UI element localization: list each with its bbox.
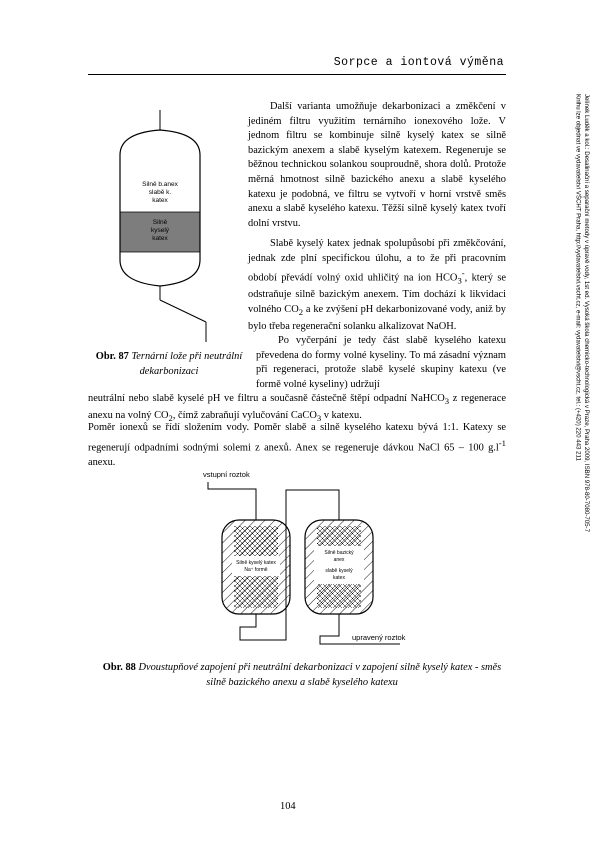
running-header [88,56,506,75]
figure-88-label: Obr. 88 [102,662,136,673]
vessel-2-label-line3: slabě kyselý [325,568,353,574]
p4-text-c: , čímž zabraňují vylučování CaCO [172,409,317,421]
p2-sub-2: 2 [298,307,304,317]
figure-88-diagram [200,476,410,648]
p4-sub-3b: 3 [316,412,322,423]
paragraph-2 [248,237,506,334]
p2-text-c: a ke zvýšení pH dekarbonizované vody, aniž by bylo třeba regenerační solanku alkalizovat NaOH. [248,303,506,332]
paragraph-3: Po vyčerpání je tedy část slabě kyselého katexu převedena do formy volné kyseliny. To má zásadní význam při regeneraci, protože slabě kyselé skupiny katexu (ve formě volné kyseliny) udržují [256,335,506,390]
page-number: 104 [280,801,296,812]
outlet-pipe-bend [160,300,206,322]
figure-87-caption-text: Ternární lože při neutrální dekarbonizaci [131,351,243,377]
side-note-line2: Knihu lze objednat ve vydavatelství VŠCHT Praha, http://vydavatelstvi.vscht.cz, e-mail: vydavatelstvi@vscht.cz, tel.: (+420) 220 443 211 [574,94,582,461]
figure-87-diagram [100,100,220,350]
p4-sub-3a: 3 [444,396,450,407]
vessel-1-label-line2: Na⁺ formě [244,567,268,573]
vessel-2-label-line1: Silně bazický [324,550,354,556]
p2-text-a: Slabě kyselý katex jednak spolupůsobí při změkčování, jednak zde plní specifickou úlohu, a to že při pracovním období převádí volný oxid uhličitý na ion HCO [248,238,506,284]
inlet-pipe [208,482,256,520]
figure-87-label: Obr. 87 [95,351,129,362]
side-publication-note [573,94,590,532]
inlet-label: vstupní roztok [203,470,250,479]
p2-sub-3: 3 [457,275,462,286]
side-note-line1: Jelínek Luděk a kol.: Desalinační a separační metody v úpravě vody, 1st ed. Vysoká škola chemicko-technologická v Praze, Praha 2009, ISBN 978-80-7080-705-7 [583,94,590,532]
p2-sup-minus: - [461,268,465,279]
p4-text-d: v katexu. [321,409,362,421]
p4-sub-2: 2 [168,412,173,423]
vessel-2-label-line4: katex [333,575,345,581]
lower-layer-line1: Silně [152,219,168,226]
vessel-1-label-bg [232,556,280,576]
upper-layer-line1: Silně b.anex [142,181,178,188]
p4-text-a: neutrální nebo slabě kyselé pH ve filtru a současně částečně štěpí odpadní NaHCO [88,393,445,404]
lower-layer-line3: katex [152,235,168,242]
vessel-1-label-line1: Silně kyselý katex [236,560,276,566]
vessel-2-label-line2: anex [333,557,345,563]
figure-88-caption-text: Dvoustupňové zapojení při neutrální dekarbonizaci v zapojení silně kyselý katex - směs silně bazického anexu a slabě kyselého katexu [138,662,502,688]
vessel-outline [120,130,200,286]
outlet-label: upravený roztok [352,633,406,642]
lower-layer-line2: kyselý [150,227,170,234]
figure-88-caption [100,661,504,690]
paragraph-1: Další varianta umožňuje dekarbonizaci a změkčení v jediném filtru využitím ternárního ionexového lože. V jednom filtru se kombinuje silně kyselý katex se silně bazickým anexem a slabě kyselým katexem. Regeneruje se běžnou technickou solankou souproudně, shora dolů. Protože měrná hmotnost silně bazického anexu a slabě kyselého katexu je podobná, ve filtru se vytvoří v horní vrstvě směs anexu a slabě kyselého katexu. Těžší silně kyselý katex tvoří dolní vrstvu. [248,101,506,229]
upper-layer-line2: slabě k. [148,189,172,196]
figure-87-caption [88,350,250,379]
header-title: Sorpce a iontová výměna [333,56,504,69]
p2-text-b: , který se odstraňuje silně bazickým anexem. Tím dochází k likvidaci volného CO [248,272,506,315]
paragraph-5 [88,421,506,470]
p4-text-b: z regenerace anexu na volný CO [88,393,507,421]
p5-text-a: Poměr ionexů se řídí složením vody. Poměr slabě a silně kyselého katexu bývá 1:1. Katexy se regenerují odpadními sodnými solemi z anexů. Anex se regeneruje dávkou NaCl 65 – 100 g.l [88,422,506,454]
p5-text-b: anexu. [88,456,116,468]
p5-sup-minus1: -1 [498,437,506,448]
upper-layer-line3: katex [152,197,168,204]
